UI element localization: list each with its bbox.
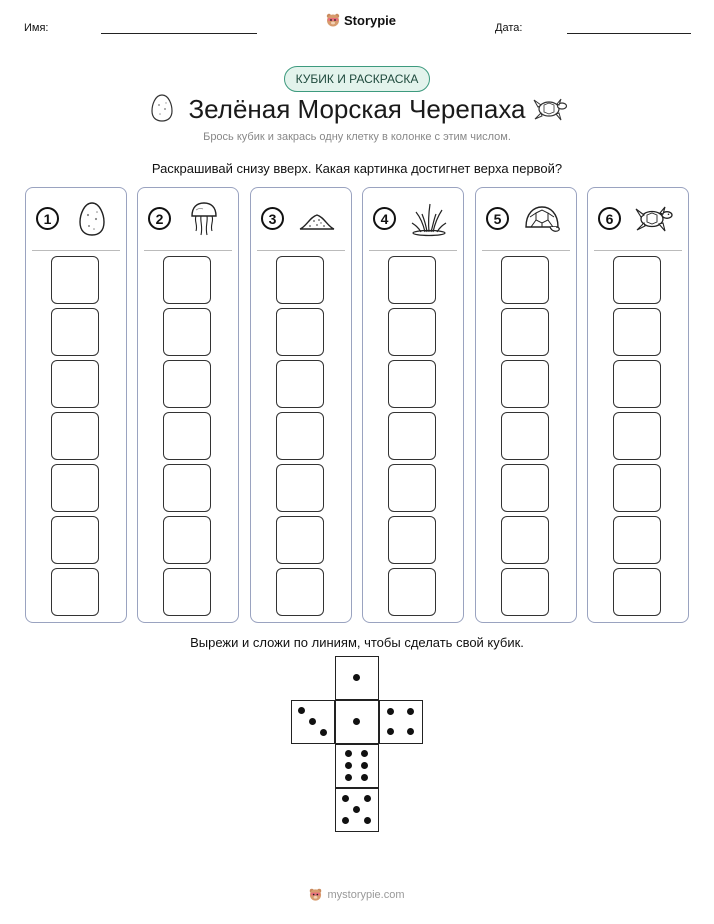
color-cell[interactable] [388, 464, 436, 512]
die-number: 6 [598, 207, 621, 230]
jellyfish-icon [184, 201, 224, 237]
pip [387, 728, 394, 735]
cutout-instruction: Вырежи и сложи по линиям, чтобы сделать свой кубик. [190, 635, 524, 650]
coloring-instruction: Раскрашивай снизу вверх. Какая картинка достигнет верха первой? [151, 161, 563, 176]
die-face-5[interactable] [335, 788, 379, 832]
pip [320, 729, 327, 736]
die-face-3[interactable] [291, 700, 335, 744]
page-subtitle: Брось кубик и закрась одну клетку в колонке с этим числом. [203, 131, 511, 143]
pip [353, 718, 360, 725]
color-cell[interactable] [501, 516, 549, 564]
color-cell[interactable] [613, 308, 661, 356]
pip [361, 774, 368, 781]
die-face-1[interactable] [335, 656, 379, 700]
color-cell[interactable] [613, 568, 661, 616]
column-divider [369, 250, 457, 251]
color-cell[interactable] [276, 412, 324, 460]
color-cell[interactable] [501, 308, 549, 356]
footer-url[interactable]: mystorypie.com [327, 889, 405, 901]
pip [345, 774, 352, 781]
sea-turtle-icon [634, 201, 674, 237]
pip [342, 795, 349, 802]
color-cell[interactable] [388, 568, 436, 616]
pip [353, 674, 360, 681]
footer [0, 888, 714, 902]
pip [345, 750, 352, 757]
color-cell[interactable] [613, 360, 661, 408]
color-cell[interactable] [163, 412, 211, 460]
column-header [138, 188, 238, 250]
pip [407, 728, 414, 735]
color-cell[interactable] [501, 412, 549, 460]
column-6 [587, 187, 689, 623]
color-cell[interactable] [388, 360, 436, 408]
color-cell[interactable] [163, 360, 211, 408]
brand-logo [326, 13, 396, 28]
color-cell[interactable] [276, 308, 324, 356]
color-cell[interactable] [388, 308, 436, 356]
bear-mascot-icon [326, 13, 340, 28]
color-cell[interactable] [51, 516, 99, 564]
column-divider [144, 250, 232, 251]
sea-turtle-icon [532, 96, 568, 122]
color-cell[interactable] [613, 516, 661, 564]
column-2 [137, 187, 239, 623]
pip [387, 708, 394, 715]
pip [342, 817, 349, 824]
name-label: Имя: [24, 22, 49, 34]
name-line[interactable] [101, 33, 257, 34]
color-cell[interactable] [613, 464, 661, 512]
color-cell[interactable] [501, 256, 549, 304]
egg-icon [72, 201, 112, 237]
column-header [26, 188, 126, 250]
color-cell[interactable] [501, 360, 549, 408]
column-header [251, 188, 351, 250]
pip [353, 806, 360, 813]
bear-mascot-icon [309, 888, 322, 902]
color-cell[interactable] [163, 256, 211, 304]
column-header [476, 188, 576, 250]
pip [309, 718, 316, 725]
seagrass-icon [409, 201, 449, 237]
color-cell[interactable] [163, 308, 211, 356]
column-5 [475, 187, 577, 623]
pip [298, 707, 305, 714]
color-cell[interactable] [276, 256, 324, 304]
color-cell[interactable] [51, 256, 99, 304]
activity-badge: КУБИК И РАСКРАСКА [284, 66, 430, 92]
color-cell[interactable] [51, 360, 99, 408]
die-number: 5 [486, 207, 509, 230]
pip [361, 750, 368, 757]
column-1 [25, 187, 127, 623]
color-cell[interactable] [613, 256, 661, 304]
column-divider [257, 250, 345, 251]
color-cell[interactable] [163, 464, 211, 512]
color-cell[interactable] [51, 308, 99, 356]
color-cell[interactable] [613, 412, 661, 460]
column-divider [32, 250, 120, 251]
die-number: 4 [373, 207, 396, 230]
pip [361, 762, 368, 769]
pip [407, 708, 414, 715]
die-face-1[interactable] [335, 700, 379, 744]
brand-name: Storypie [344, 13, 397, 28]
color-cell[interactable] [51, 464, 99, 512]
color-cell[interactable] [276, 516, 324, 564]
color-cell[interactable] [163, 568, 211, 616]
column-4 [362, 187, 464, 623]
column-header [588, 188, 688, 250]
column-divider [594, 250, 682, 251]
color-cell[interactable] [388, 516, 436, 564]
column-3 [250, 187, 352, 623]
color-cell[interactable] [388, 256, 436, 304]
color-cell[interactable] [51, 568, 99, 616]
turtle-shell-icon [522, 201, 562, 237]
color-cell[interactable] [163, 516, 211, 564]
die-face-4[interactable] [379, 700, 423, 744]
date-line[interactable] [567, 33, 691, 34]
pip [364, 795, 371, 802]
color-cell[interactable] [388, 412, 436, 460]
column-divider [482, 250, 570, 251]
die-number: 2 [148, 207, 171, 230]
sand-pile-icon [297, 201, 337, 237]
die-number: 3 [261, 207, 284, 230]
color-cell[interactable] [501, 568, 549, 616]
color-cell[interactable] [276, 568, 324, 616]
color-cell[interactable] [276, 464, 324, 512]
page-title: Зелёная Морская Черепаха [188, 94, 526, 124]
color-cell[interactable] [51, 412, 99, 460]
pip [364, 817, 371, 824]
die-number: 1 [36, 207, 59, 230]
color-cell[interactable] [276, 360, 324, 408]
column-header [363, 188, 463, 250]
die-face-6[interactable] [335, 744, 379, 788]
date-label: Дата: [495, 22, 523, 34]
pip [345, 762, 352, 769]
color-cell[interactable] [501, 464, 549, 512]
